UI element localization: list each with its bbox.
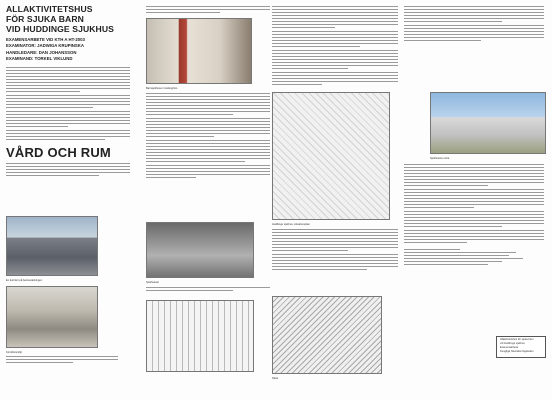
caption-2a: Barnsjukhuset i Helsingfors [146,87,178,90]
col2-mid-text [146,287,270,293]
poster-title [6,4,130,34]
title-line-2: FÖR SJUKA BARN [6,14,84,24]
hall-photo [146,222,254,278]
section-title: VÅRD OCH RUM [6,145,111,161]
caption-4a: Sjukhusets entré [430,157,450,160]
info-line-4: Kungliga Tekniska högskolan [500,350,534,353]
building-photo [6,216,98,276]
caption-1a: En korridor på barnavdelningen [6,279,43,282]
column-1 [6,4,130,178]
col4-mid-text [404,164,544,267]
col1-bottom-text [6,356,118,365]
col4-top-text [404,6,544,43]
info-line-1: Allaktivitetshus för sjuka barn [500,338,534,341]
col3-top-text [272,6,398,87]
examinator-line: EXAMINATOR: JADWIGA KRUPINSKA [6,43,84,49]
site-plan [272,92,390,220]
title-line-3: VID HUDDINGE SJUKHUS [6,24,115,34]
examinand-line: EXAMINAND: TORKEL VIKLUND [6,55,73,61]
info-line-3: Examensarbete [500,346,519,349]
sketch-aerial [272,296,382,374]
handledare-line: HANDLEDARE: DAN JOHANSSON [6,49,77,55]
col3-mid-text [272,229,398,272]
caption-3a: Huddinge sjukhus, situationsplan [272,223,310,226]
hospital-corridor-photo [146,18,252,84]
entrance-photo [430,92,546,154]
exam-line: EXAMENSARBETE VID KTH A HT-2003 [6,37,85,42]
cathedral-sketch [146,300,254,372]
corridor-photo [6,286,98,348]
caption-1b: Korridorsmiljö [6,351,22,354]
caption-3b: Skiss [272,377,279,380]
info-box [496,336,546,358]
col2-text [146,93,270,180]
meta-block [6,37,130,62]
title-line-1: ALLAKTIVITETSHUS [6,4,93,14]
section-text [6,163,130,176]
col2-top-text [146,6,270,15]
info-line-2: vid Huddinge sjukhus [500,342,525,345]
intro-text [6,67,130,140]
caption-2b: Sjukhussal [146,281,159,284]
